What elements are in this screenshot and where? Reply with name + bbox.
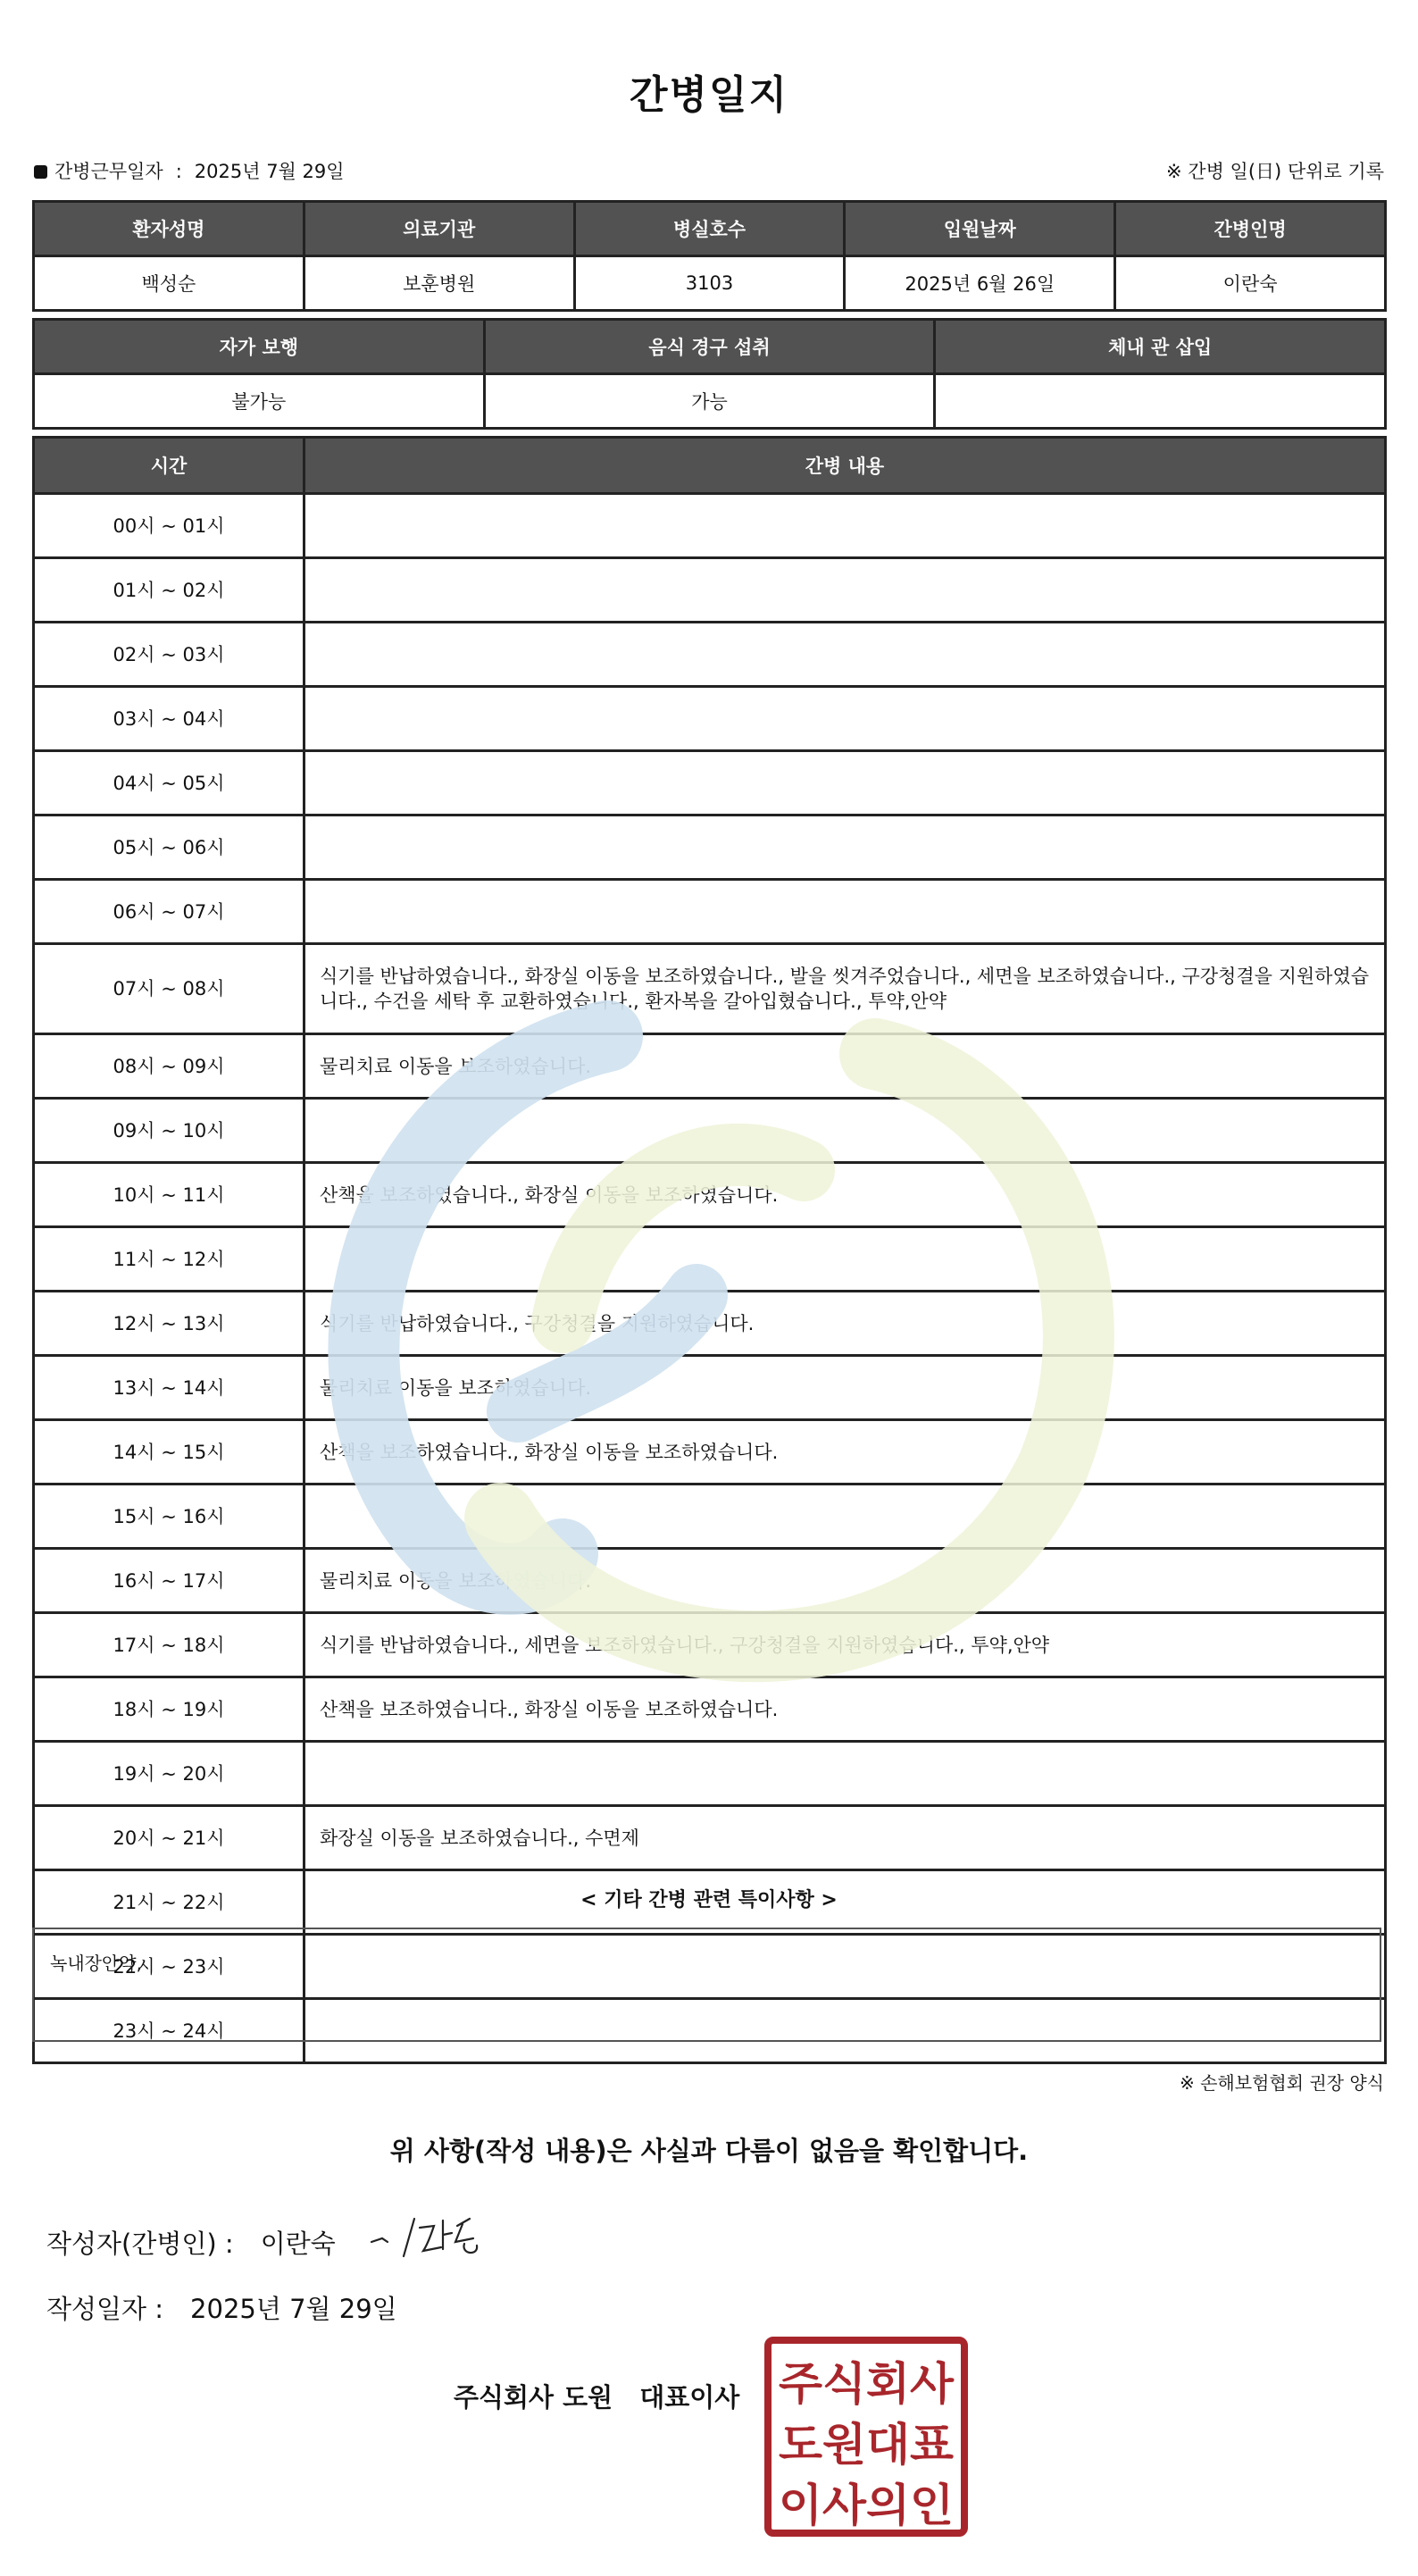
- header-caregiver-name: 간병인명: [1115, 202, 1386, 256]
- header-time: 시간: [34, 438, 304, 494]
- notes-text: 녹내장안약,: [50, 1953, 142, 1974]
- log-row: [34, 880, 1386, 944]
- writer-label: 작성자(간병인) :: [46, 2229, 234, 2259]
- page-title: 간병일지: [629, 72, 788, 118]
- log-time: 21시 ~ 22시: [34, 1870, 304, 1935]
- log-time: 15시 ~ 16시: [34, 1485, 304, 1549]
- log-content: [304, 1742, 1386, 1806]
- log-time: 06시 ~ 07시: [34, 880, 304, 944]
- log-content: 물리치료 이동을 보조하였습니다.: [304, 1356, 1386, 1420]
- bullet-square-icon: [34, 165, 47, 179]
- company-line: [454, 2378, 739, 2414]
- log-time: 20시 ~ 21시: [34, 1806, 304, 1870]
- hospital: 보훈병원: [304, 256, 574, 311]
- written-date-label: 작성일자 :: [46, 2294, 164, 2324]
- log-content: [304, 494, 1386, 558]
- seal-line-2: 도원대표: [779, 2419, 955, 2471]
- care-log-table: [32, 436, 1387, 2064]
- log-time: 08시 ~ 09시: [34, 1034, 304, 1099]
- header-patient-name: 환자성명: [34, 202, 304, 256]
- log-content: [304, 1227, 1386, 1292]
- work-date-label: 간병근무일자: [54, 161, 163, 182]
- header-room-number: 병실호수: [574, 202, 845, 256]
- unit-note: ※ 간병 일(日) 단위로 기록: [1166, 161, 1384, 182]
- log-time: 19시 ~ 20시: [34, 1742, 304, 1806]
- header-hospital: 의료기관: [304, 202, 574, 256]
- patient-info-table: [32, 200, 1387, 312]
- log-content: [304, 558, 1386, 623]
- log-content: 물리치료 이동을 보조하였습니다.: [304, 1549, 1386, 1613]
- log-row: [34, 494, 1386, 558]
- work-date-value: 2025년 7월 29일: [194, 161, 345, 182]
- header-care-content: 간병 내용: [304, 438, 1386, 494]
- log-row: [34, 1292, 1386, 1356]
- log-time: 14시 ~ 15시: [34, 1420, 304, 1485]
- log-time: 11시 ~ 12시: [34, 1227, 304, 1292]
- admission-date: 2025년 6월 26일: [845, 256, 1115, 311]
- log-time: 10시 ~ 11시: [34, 1163, 304, 1227]
- log-row: [34, 815, 1386, 880]
- confirmation-statement: 위 사항(작성 내용)은 사실과 다름이 없음을 확인합니다.: [389, 2136, 1029, 2166]
- log-time: 13시 ~ 14시: [34, 1356, 304, 1420]
- log-row: [34, 1420, 1386, 1485]
- form-source-note: ※ 손해보험협회 권장 양식: [1179, 2072, 1384, 2094]
- log-row: [34, 1034, 1386, 1099]
- log-row: [34, 1549, 1386, 1613]
- log-content: [304, 751, 1386, 815]
- log-header-row: [34, 438, 1386, 494]
- patient-header-row: [34, 202, 1386, 256]
- caregiver-name: 이란숙: [1115, 256, 1386, 311]
- log-row: [34, 1099, 1386, 1163]
- patient-name: 백성순: [34, 256, 304, 311]
- log-time: 00시 ~ 01시: [34, 494, 304, 558]
- written-date-line: [46, 2289, 397, 2326]
- log-row: [34, 1806, 1386, 1870]
- log-time: 23시 ~ 24시: [34, 1999, 304, 2063]
- status-header-row: [34, 320, 1386, 374]
- log-time: 16시 ~ 17시: [34, 1549, 304, 1613]
- writer-name: 이란숙: [260, 2229, 336, 2259]
- oral-intake-value: 가능: [484, 374, 935, 429]
- status-value-row: [34, 374, 1386, 429]
- log-content: 식기를 반납하였습니다., 화장실 이동을 보조하였습니다., 발을 씻겨주었습니다., 세면을 보조하였습니다., 구강청결을 지원하였습니다., 수건을 세탁 후 교환하였습니다., 환자복을 갈아입혔습니다., 투약,안약: [304, 944, 1386, 1034]
- work-date-line: [34, 157, 345, 184]
- log-row: [34, 1742, 1386, 1806]
- self-walking-value: 불가능: [34, 374, 485, 429]
- log-time: 01시 ~ 02시: [34, 558, 304, 623]
- log-row: [34, 1163, 1386, 1227]
- patient-value-row: [34, 256, 1386, 311]
- log-row: [34, 1613, 1386, 1677]
- log-content: [304, 1485, 1386, 1549]
- log-row: [34, 944, 1386, 1034]
- log-row: [34, 1227, 1386, 1292]
- log-row: [34, 623, 1386, 687]
- header-tube-insertion: 체내 관 삽입: [935, 320, 1386, 374]
- log-content: [304, 815, 1386, 880]
- tube-insertion-value: [935, 374, 1386, 429]
- notes-box: [32, 1928, 1381, 2042]
- log-row: [34, 1677, 1386, 1742]
- log-time: 12시 ~ 13시: [34, 1292, 304, 1356]
- log-time: 05시 ~ 06시: [34, 815, 304, 880]
- patient-status-table: [32, 318, 1387, 430]
- header-self-walking: 자가 보행: [34, 320, 485, 374]
- writer-line: [46, 2224, 336, 2261]
- company-seal-stamp: [764, 2337, 968, 2537]
- company-representative: 대표이사: [639, 2382, 740, 2413]
- log-content: [304, 623, 1386, 687]
- log-time: 09시 ~ 10시: [34, 1099, 304, 1163]
- log-row: [34, 751, 1386, 815]
- log-content: 산책을 보조하였습니다., 화장실 이동을 보조하였습니다.: [304, 1163, 1386, 1227]
- log-time: 18시 ~ 19시: [34, 1677, 304, 1742]
- work-date-separator: :: [175, 161, 182, 182]
- header-admission-date: 입원날짜: [845, 202, 1115, 256]
- log-time: 17시 ~ 18시: [34, 1613, 304, 1677]
- log-content: [304, 687, 1386, 751]
- log-content: 산책을 보조하였습니다., 화장실 이동을 보조하였습니다.: [304, 1420, 1386, 1485]
- header-oral-intake: 음식 경구 섭취: [484, 320, 935, 374]
- log-time: 02시 ~ 03시: [34, 623, 304, 687]
- room-number: 3103: [574, 256, 845, 311]
- log-time: 22시 ~ 23시: [34, 1935, 304, 1999]
- log-content: 식기를 반납하였습니다., 구강청결을 지원하였습니다.: [304, 1292, 1386, 1356]
- log-row: [34, 687, 1386, 751]
- log-content: 물리치료 이동을 보조하였습니다.: [304, 1034, 1386, 1099]
- log-time: 07시 ~ 08시: [34, 944, 304, 1034]
- log-row: [34, 558, 1386, 623]
- log-content: 식기를 반납하였습니다., 세면을 보조하였습니다., 구강청결을 지원하였습니다., 투약,안약: [304, 1613, 1386, 1677]
- log-content: [304, 1099, 1386, 1163]
- log-row: [34, 1485, 1386, 1549]
- log-content: 산책을 보조하였습니다., 화장실 이동을 보조하였습니다.: [304, 1677, 1386, 1742]
- log-time: 04시 ~ 05시: [34, 751, 304, 815]
- seal-line-3: 이사의인: [779, 2480, 954, 2531]
- handwritten-signature: [368, 2206, 511, 2269]
- company-name: 주식회사 도원: [454, 2382, 613, 2413]
- log-time: 03시 ~ 04시: [34, 687, 304, 751]
- notes-title: < 기타 간병 관련 특이사항 >: [580, 1889, 838, 1911]
- log-content: [304, 880, 1386, 944]
- seal-line-1: 주식회사: [779, 2358, 955, 2410]
- log-row: [34, 1356, 1386, 1420]
- log-content: 화장실 이동을 보조하였습니다., 수면제: [304, 1806, 1386, 1870]
- written-date-value: 2025년 7월 29일: [190, 2294, 397, 2324]
